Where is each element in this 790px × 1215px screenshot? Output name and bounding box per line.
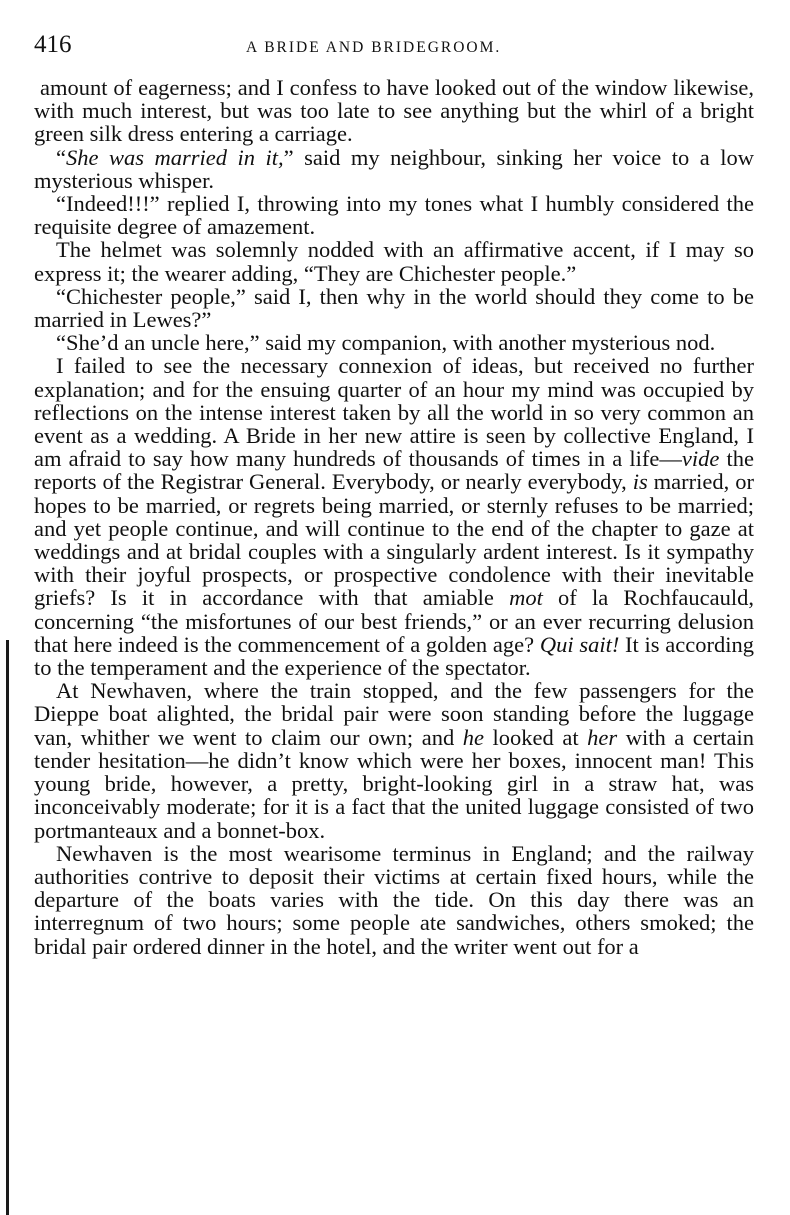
text-run: with a certain tender hesitation—he didn’t know which were her boxes, innocent man! This young bride, however, a pretty, bright-looking girl in a straw hat, was inconceivably moderate; for it is a fact that the united luggage consisted of two portmanteaux and a bonnet-box.	[34, 724, 754, 843]
paragraph	[34, 331, 754, 354]
text-run: It is according to the temperament and the experience of the spectator.	[34, 631, 754, 681]
text-run: looked at	[484, 724, 588, 750]
italic-text: She was married in it,	[66, 144, 284, 170]
italic-text: he	[462, 724, 484, 750]
text-run: married, or hopes to be married, or regrets being married, or sternly refuses to be married; and yet people continue, and will continue to the end of the chapter to gaze at weddings and at bridal couples with a singularly ardent interest. Is it sympathy with their joyful prospects, or prospective condolence with their inevitable griefs? Is it in accordance with that amiable	[34, 469, 754, 611]
page-binding-edge	[6, 640, 9, 1215]
text-run: ” said my neighbour, sinking her voice to a low mysterious whisper.	[34, 144, 754, 193]
running-header	[34, 28, 754, 62]
italic-text: is	[632, 469, 648, 495]
paragraph	[34, 354, 754, 679]
italic-text: mot	[509, 585, 543, 611]
text-run: amount of eagerness; and I confess to have looked out of the window likewise, with much interest, but was too late to see anything but the whirl of a bright green silk dress entering a carriage.	[34, 75, 754, 147]
italic-text: Qui sait!	[539, 631, 620, 657]
running-title: A BRIDE AND BRIDEGROOM.	[246, 39, 502, 56]
text-run: The helmet was solemnly nodded with an affirmative accent, if I may so express it; the wearer adding, “They are Chichester people.”	[34, 237, 754, 286]
text-run: the reports of the Registrar General. Everybody, or nearly everybody,	[34, 446, 754, 495]
body-text	[34, 76, 754, 958]
text-run: “Indeed!!!” replied I, throwing into my tones what I humbly considered the requisite degree of amazement.	[34, 191, 754, 240]
text-run: Newhaven is the most wearisome terminus in England; and the railway authorities contrive to deposit their victims at certain fixed hours, while the departure of the boats varies with the tide. On this day there was an interregnum of two hours; some people ate sandwiches, others smoked; the bridal pair ordered dinner in the hotel, and the writer went out for a	[34, 840, 754, 959]
text-run: I failed to see the necessary connexion of ideas, but received no further explanation; and for the ensuing quarter of an hour my mind was occupied by reflections on the intense interest taken by all the world in so very common an event as a wedding. A Bride in her new attire is seen by collective England, I am afraid to say how many hundreds of thousands of times in a life—	[34, 353, 754, 472]
paragraph	[34, 842, 754, 958]
text-run: of la Rochfaucauld, concerning “the misfortunes of our best friends,” or an ever recurring delusion that here indeed is the commencement of a golden age?	[34, 585, 754, 657]
paragraph	[34, 76, 754, 146]
paragraph	[34, 146, 754, 192]
paragraph	[34, 238, 754, 284]
italic-text: her	[587, 724, 618, 750]
text-run: At Newhaven, where the train stopped, and the few passengers for the Dieppe boat alighted, the bridal pair were soon standing before the luggage van, whither we went to claim our own; and	[34, 678, 754, 750]
text-run: “Chichester people,” said I, then why in the world should they come to be married in Lewes?”	[34, 283, 754, 333]
italic-text: vide	[681, 446, 720, 472]
paragraph	[34, 285, 754, 331]
text-run: “	[56, 144, 66, 170]
page-number: 416	[34, 31, 72, 58]
paragraph	[34, 192, 754, 238]
paragraph	[34, 679, 754, 841]
text-run: “She’d an uncle here,” said my companion, with another mysterious nod.	[56, 330, 716, 356]
